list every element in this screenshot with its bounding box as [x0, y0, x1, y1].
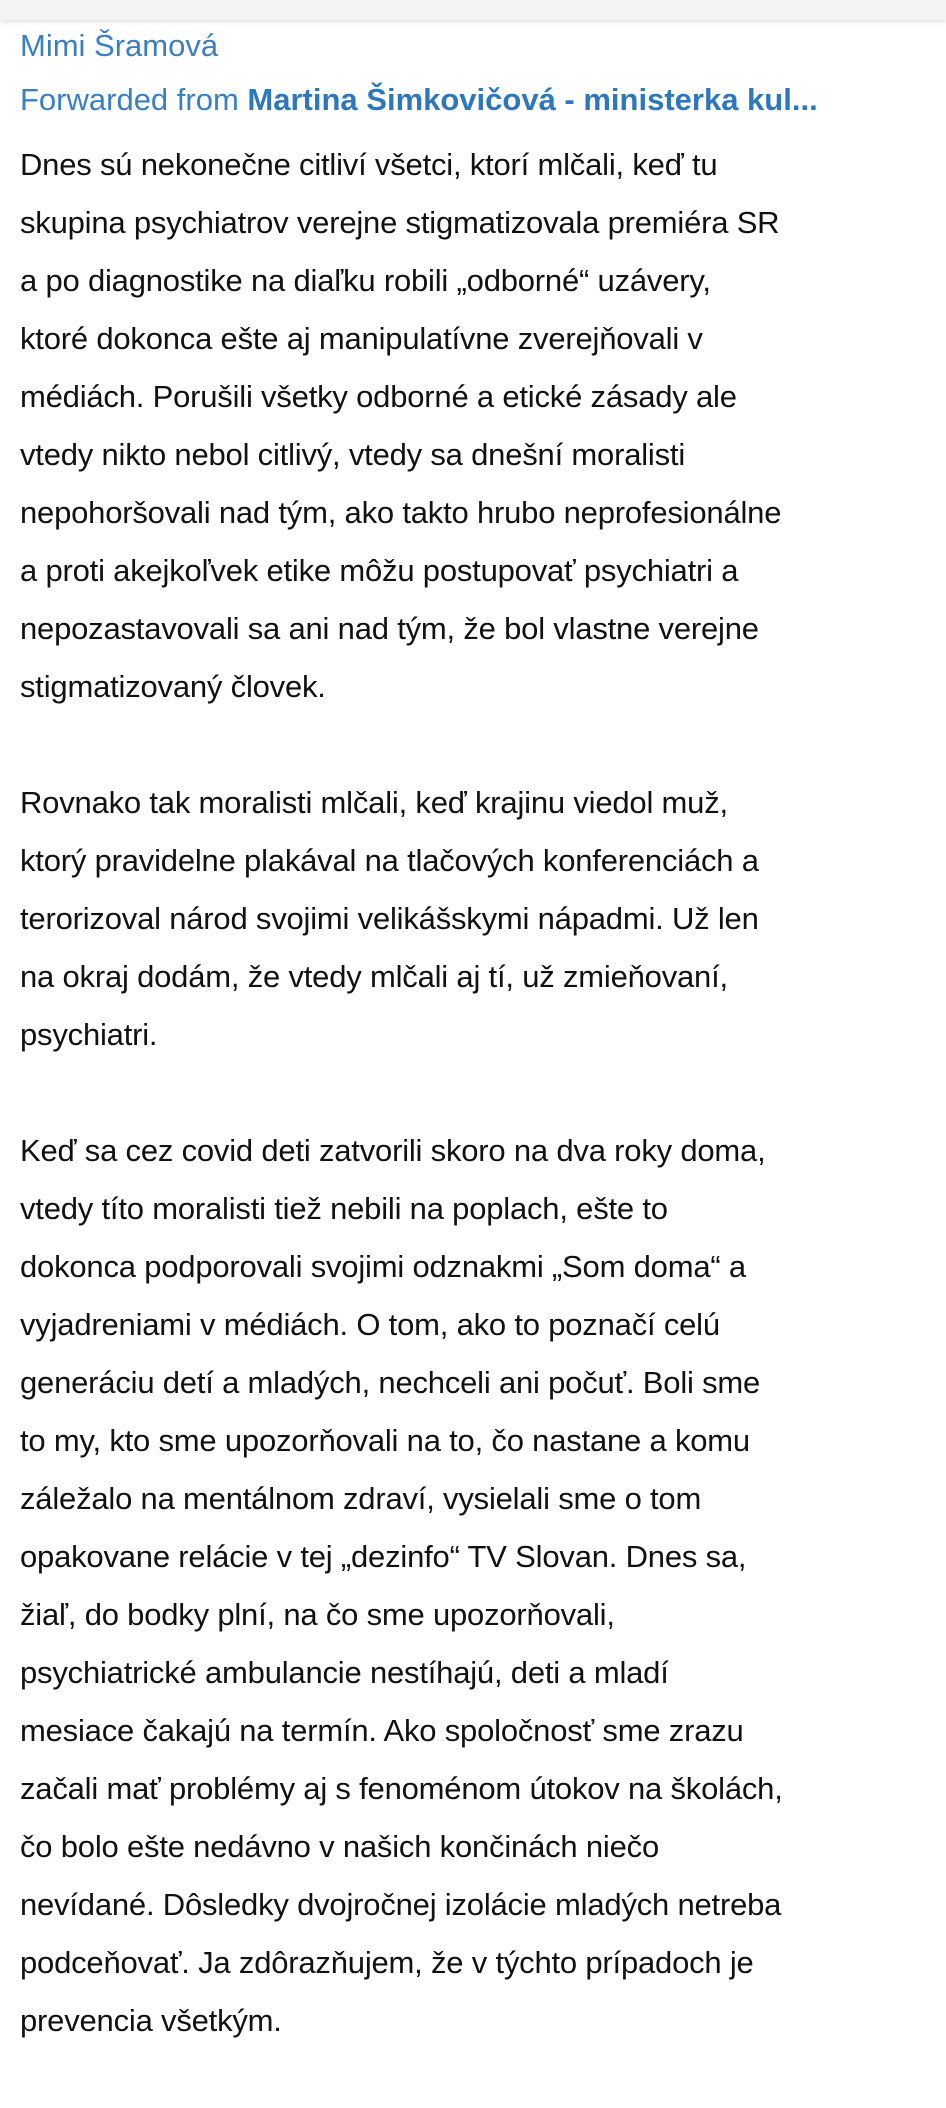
- message-line: médiách. Porušili všetky odborné a etické zásady ale: [20, 379, 737, 414]
- message-line: a po diagnostike na diaľku robili „odborné“ uzávery,: [20, 263, 711, 298]
- message-line: ktorý pravidelne plakával na tlačových konferenciách a: [20, 843, 759, 878]
- message-line: vtedy títo moralisti tiež nebili na poplach, ešte to: [20, 1191, 668, 1226]
- message-line: nepohoršovali nad tým, ako takto hrubo neprofesionálne: [20, 495, 782, 530]
- message-line: Rovnako tak moralisti mlčali, keď krajinu viedol muž,: [20, 785, 728, 820]
- forwarded-prefix: Forwarded from: [20, 82, 239, 117]
- message-paragraph: [20, 774, 940, 1064]
- message-line: vyjadreniami v médiách. O tom, ako to poznačí celú: [20, 1307, 720, 1342]
- message-line: generáciu detí a mladých, nechceli ani počuť. Boli sme: [20, 1365, 761, 1400]
- message-line: skupina psychiatrov verejne stigmatizovala premiéra SR: [20, 205, 780, 240]
- message-line: nepozastavovali sa ani nad tým, že bol vlastne verejne: [20, 611, 759, 646]
- message-line: mesiace čakajú na termín. Ako spoločnosť sme zrazu: [20, 1713, 744, 1748]
- message-line: psychiatri.: [20, 1017, 158, 1052]
- message-line: prevencia všetkým.: [20, 2003, 282, 2038]
- message-line: podceňovať. Ja zdôrazňujem, že v týchto prípadoch je: [20, 1945, 754, 1980]
- message-line: ktoré dokonca ešte aj manipulatívne zverejňovali v: [20, 321, 703, 356]
- message-line: opakovane relácie v tej „dezinfo“ TV Slovan. Dnes sa,: [20, 1539, 747, 1574]
- message-line: čo bolo ešte nedávno v našich končinách niečo: [20, 1829, 659, 1864]
- message-paragraph: [20, 1122, 940, 2050]
- message-line: Dnes sú nekonečne citliví všetci, ktorí mlčali, keď tu: [20, 147, 718, 182]
- message-line: záležalo na mentálnom zdraví, vysielali sme o tom: [20, 1481, 702, 1516]
- message-paragraph: [20, 136, 940, 716]
- message-line: vtedy nikto nebol citlivý, vtedy sa dnešní moralisti: [20, 437, 686, 472]
- message-line: stigmatizovaný človek.: [20, 669, 326, 704]
- message-body: [20, 136, 940, 2108]
- message-line: to my, kto sme upozorňovali na to, čo nastane a komu: [20, 1423, 750, 1458]
- forwarded-source-link[interactable]: Martina Šimkovičová - ministerka kul...: [247, 82, 818, 117]
- message-line: žiaľ, do bodky plní, na čo sme upozorňovali,: [20, 1597, 615, 1632]
- message-line: a proti akejkoľvek etike môžu postupovať psychiatri a: [20, 553, 739, 588]
- message-line: terorizoval národ svojimi velikášskymi nápadmi. Už len: [20, 901, 759, 936]
- message-line: začali mať problémy aj s fenoménom útokov na školách,: [20, 1771, 783, 1806]
- message-line: psychiatrické ambulancie nestíhajú, deti a mladí: [20, 1655, 669, 1690]
- message-line: nevídané. Dôsledky dvojročnej izolácie mladých netreba: [20, 1887, 782, 1922]
- message-line: dokonca podporovali svojimi odznakmi „Som doma“ a: [20, 1249, 746, 1284]
- message-line: Keď sa cez covid deti zatvorili skoro na dva roky doma,: [20, 1133, 766, 1168]
- sender-name[interactable]: Mimi Šramová: [20, 28, 219, 63]
- message-line: na okraj dodám, že vtedy mlčali aj tí, už zmieňovaní,: [20, 959, 728, 994]
- forwarded-header: [20, 82, 818, 118]
- top-bar: [0, 0, 946, 20]
